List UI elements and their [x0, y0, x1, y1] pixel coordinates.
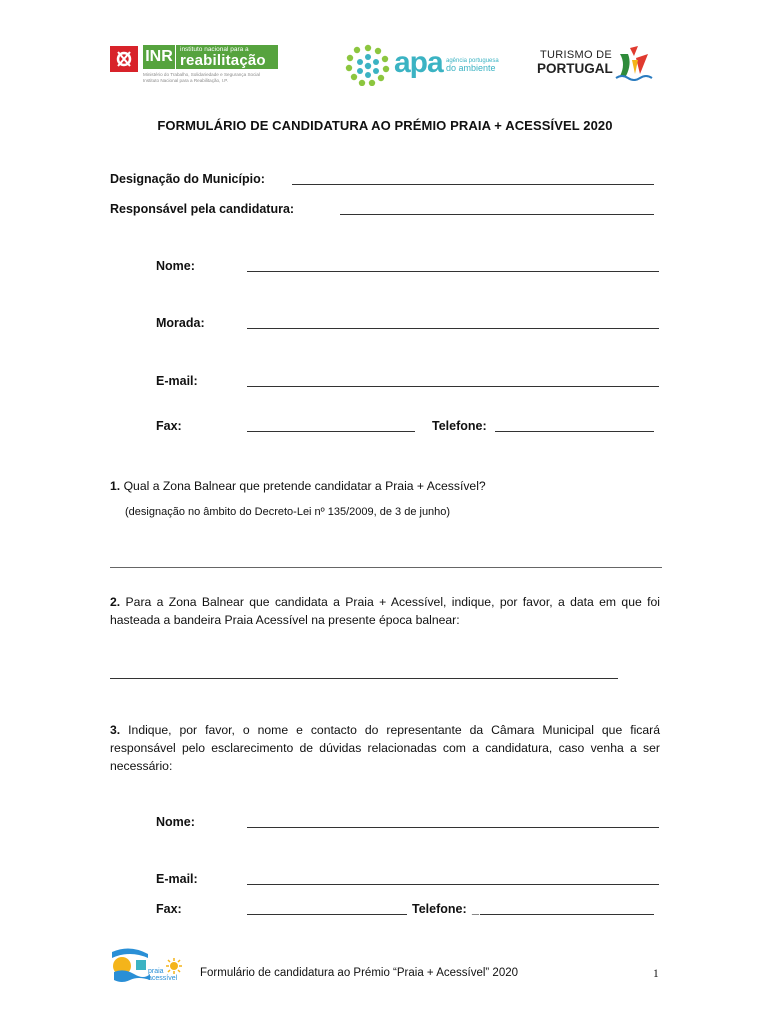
apa-flower-icon [345, 44, 391, 86]
turismo-portugal-figure-icon [612, 44, 654, 84]
representante-telefone-label: Telefone: [412, 902, 467, 916]
turismo-portugal-line1: TURISMO DE [540, 49, 613, 61]
inr-logo-line2: reabilitação [180, 52, 266, 69]
question-3-number: 3. [110, 723, 121, 737]
representante-telefone-field[interactable] [480, 914, 654, 915]
email-field[interactable] [247, 386, 659, 387]
representante-email-field[interactable] [247, 884, 659, 885]
inr-institute-line: Instituto Nacional para a Reabilitação, I.P. [143, 78, 228, 83]
representante-nome-label: Nome: [156, 815, 195, 829]
praia-acessivel-line1: praia [148, 968, 164, 975]
inr-logo [176, 45, 278, 69]
question-2-text: Para a Zona Balnear que candidata a Praia + Acessível, indique, por favor, a data em que foi hasteada a bandeira Praia Acessível na presente época balnear: [110, 595, 660, 627]
representante-nome-field[interactable] [247, 827, 659, 828]
morada-label: Morada: [156, 316, 205, 330]
apa-logo-text: apa [394, 46, 443, 79]
telefone-label: Telefone: [432, 419, 487, 433]
question-1 [110, 477, 660, 495]
question-3-text: Indique, por favor, o nome e contacto do representante da Câmara Municipal que ficará responsável pelo esclarecimento de dúvidas relacionadas com a candidatura, caso venha a ser necessário: [110, 723, 660, 773]
fax-field[interactable] [247, 431, 415, 432]
nome-field[interactable] [247, 271, 659, 272]
question-1-number: 1. [110, 479, 121, 493]
question-1-note: (designação no âmbito do Decreto-Lei nº 135/2009, de 3 de junho) [125, 506, 451, 518]
inr-logo-line1: instituto nacional para a [180, 46, 249, 53]
inr-flag-logo [110, 46, 138, 72]
municipio-field[interactable] [292, 184, 654, 185]
responsavel-field[interactable] [340, 214, 654, 215]
apa-logo-sub [446, 58, 499, 72]
page-number: 1 [653, 968, 659, 980]
inr-wheelchair-icon [110, 46, 138, 72]
morada-field[interactable] [247, 328, 659, 329]
representante-fax-label: Fax: [156, 902, 182, 916]
email-label: E-mail: [156, 374, 198, 388]
praia-acessivel-logo-icon [110, 946, 152, 986]
inr-mark: INR [143, 45, 175, 69]
question-3 [110, 721, 660, 775]
representante-email-label: E-mail: [156, 872, 198, 886]
nome-label: Nome: [156, 259, 195, 273]
sun-icon [166, 958, 182, 974]
apa-sub-line1: agência portuguesa [446, 58, 499, 64]
representante-telefone-prefix: _ [472, 902, 479, 916]
question-2 [110, 593, 660, 629]
representante-fax-field[interactable] [247, 914, 407, 915]
turismo-portugal-line2: PORTUGAL [537, 61, 613, 76]
responsavel-label: Responsável pela candidatura: [110, 202, 295, 216]
telefone-field[interactable] [495, 431, 654, 432]
municipio-label: Designação do Município: [110, 172, 265, 186]
inr-ministry-line: Ministério do Trabalho, Solidariedade e Segurança Social [143, 72, 260, 77]
question-1-text: Qual a Zona Balnear que pretende candidatar a Praia + Acessível? [123, 479, 486, 493]
question-2-answer-field[interactable] [110, 678, 618, 679]
footer-text: Formulário de candidatura ao Prémio “Praia + Acessível” 2020 [200, 967, 519, 979]
form-title: FORMULÁRIO DE CANDIDATURA AO PRÉMIO PRAIA + ACESSÍVEL 2020 [157, 118, 613, 133]
apa-sub-line2: do ambiente [446, 63, 496, 73]
fax-label: Fax: [156, 419, 182, 433]
praia-acessivel-line2: acessível [148, 975, 178, 982]
question-1-answer-field[interactable] [110, 567, 662, 568]
question-2-number: 2. [110, 595, 121, 609]
